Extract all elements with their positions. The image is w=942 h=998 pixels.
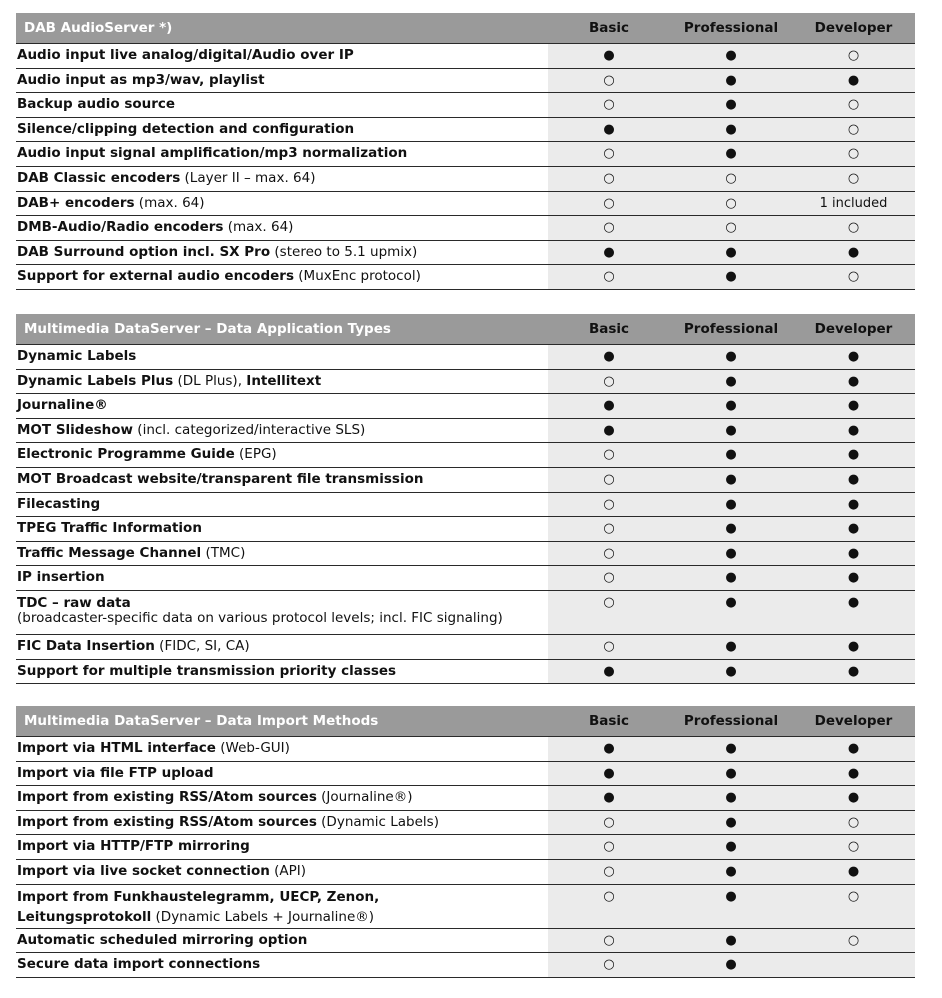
professional-mark: ● — [670, 884, 792, 928]
professional-mark: ● — [670, 418, 792, 443]
row-label — [16, 44, 548, 69]
row-label — [16, 659, 548, 684]
table-row — [16, 467, 915, 492]
basic-mark: ○ — [548, 928, 670, 953]
basic-mark: ○ — [548, 166, 670, 191]
developer-mark: ○ — [792, 93, 915, 118]
developer-mark: ● — [792, 541, 915, 566]
table-row — [16, 659, 915, 684]
professional-mark: ● — [670, 240, 792, 265]
feature-detail: (max. 64) — [134, 194, 205, 211]
col-basic: Basic — [548, 13, 670, 44]
feature-name: Import via HTTP/FTP mirroring — [17, 838, 250, 855]
basic-mark: ○ — [548, 541, 670, 566]
table-row — [16, 166, 915, 191]
feature-detail: (Dynamic Labels + Journaline®) — [151, 908, 375, 925]
developer-mark: ● — [792, 240, 915, 265]
row-label — [16, 761, 548, 786]
table-row — [16, 240, 915, 265]
professional-mark: ● — [670, 117, 792, 142]
basic-mark: ● — [548, 345, 670, 370]
feature-name: DAB Surround option incl. SX Pro — [17, 243, 271, 260]
developer-mark: ● — [792, 467, 915, 492]
professional-mark: ● — [670, 566, 792, 591]
import-header-row — [16, 706, 915, 737]
professional-mark: ● — [670, 590, 792, 634]
feature-detail: (FIDC, SI, CA) — [154, 637, 250, 654]
feature-name: Electronic Programme Guide — [17, 446, 235, 463]
feature-name: Import from existing RSS/Atom sources — [17, 813, 317, 830]
professional-mark: ● — [670, 928, 792, 953]
feature-detail: (EPG) — [234, 446, 277, 463]
professional-mark: ● — [670, 44, 792, 69]
col-developer: Developer — [792, 314, 915, 345]
feature-name: DAB+ encoders — [17, 194, 135, 211]
professional-mark: ○ — [670, 216, 792, 241]
feature-name: FIC Data Insertion — [17, 637, 155, 654]
table-row — [16, 953, 915, 978]
row-label — [16, 953, 548, 978]
professional-mark: ● — [670, 142, 792, 167]
developer-mark: ● — [792, 394, 915, 419]
basic-mark: ○ — [548, 191, 670, 216]
feature-name: Audio input as mp3/wav, playlist — [17, 71, 265, 88]
row-label — [16, 142, 548, 167]
professional-mark: ● — [670, 761, 792, 786]
basic-mark: ○ — [548, 443, 670, 468]
basic-mark: ● — [548, 418, 670, 443]
feature-note: (broadcaster-specific data on various protocol levels; incl. FIC signaling) — [17, 609, 503, 626]
table-row — [16, 142, 915, 167]
import-table — [16, 706, 915, 978]
professional-mark: ● — [670, 492, 792, 517]
basic-mark: ○ — [548, 953, 670, 978]
row-label — [16, 835, 548, 860]
feature-name: Dynamic Labels Plus — [17, 372, 174, 389]
row-label — [16, 191, 548, 216]
table-row — [16, 68, 915, 93]
basic-mark: ○ — [548, 93, 670, 118]
developer-mark: ● — [792, 761, 915, 786]
basic-mark: ○ — [548, 369, 670, 394]
row-label — [16, 517, 548, 542]
basic-mark: ○ — [548, 265, 670, 290]
developer-mark: ● — [792, 517, 915, 542]
basic-mark: ● — [548, 786, 670, 811]
professional-mark: ● — [670, 634, 792, 659]
row-label — [16, 541, 548, 566]
developer-mark: ● — [792, 492, 915, 517]
feature-name-extra: Intellitext — [246, 372, 322, 389]
feature-name: DMB-Audio/Radio encoders — [17, 219, 224, 236]
feature-detail: (API) — [269, 862, 307, 879]
feature-name: Secure data import connections — [17, 956, 261, 973]
row-label — [16, 786, 548, 811]
professional-mark: ○ — [670, 166, 792, 191]
basic-mark: ● — [548, 659, 670, 684]
table-row — [16, 517, 915, 542]
basic-mark: ○ — [548, 517, 670, 542]
feature-name: Support for multiple transmission priority classes — [17, 662, 397, 679]
row-label — [16, 166, 548, 191]
table-row — [16, 418, 915, 443]
developer-mark: ● — [792, 369, 915, 394]
basic-mark: ○ — [548, 566, 670, 591]
feature-detail: (Journaline®) — [316, 789, 413, 806]
row-label — [16, 737, 548, 762]
col-basic: Basic — [548, 314, 670, 345]
table-row — [16, 44, 915, 69]
basic-mark: ● — [548, 117, 670, 142]
developer-mark: ● — [792, 68, 915, 93]
row-label — [16, 810, 548, 835]
audio-section — [16, 13, 915, 290]
col-professional: Professional — [670, 314, 792, 345]
developer-mark: ● — [792, 418, 915, 443]
feature-name: Support for external audio encoders — [17, 268, 294, 285]
developer-mark: ○ — [792, 884, 915, 928]
professional-mark: ● — [670, 659, 792, 684]
audio-table — [16, 13, 915, 290]
feature-name: Import from existing RSS/Atom sources — [17, 789, 317, 806]
professional-mark: ● — [670, 737, 792, 762]
feature-name: Journaline® — [17, 397, 108, 414]
feature-name: Import via HTML interface — [17, 740, 216, 756]
row-label — [16, 68, 548, 93]
developer-mark: ○ — [792, 216, 915, 241]
apps-table — [16, 314, 915, 684]
audio-section-title: DAB AudioServer *) — [16, 13, 548, 44]
basic-mark: ● — [548, 44, 670, 69]
row-label — [16, 240, 548, 265]
basic-mark: ○ — [548, 142, 670, 167]
col-developer: Developer — [792, 706, 915, 737]
professional-mark: ● — [670, 265, 792, 290]
professional-mark: ● — [670, 68, 792, 93]
basic-mark: ● — [548, 240, 670, 265]
row-label — [16, 928, 548, 953]
row-label — [16, 265, 548, 290]
feature-name: Audio input live analog/digital/Audio over IP — [17, 47, 354, 63]
feature-name-line2: Leitungsprotokoll — [17, 908, 152, 925]
developer-mark: ○ — [792, 265, 915, 290]
feature-detail: (TMC) — [201, 544, 246, 561]
import-section — [16, 706, 915, 978]
table-row — [16, 345, 915, 370]
basic-mark: ○ — [548, 859, 670, 884]
developer-mark: ○ — [792, 117, 915, 142]
feature-detail: (Web-GUI) — [215, 740, 290, 756]
feature-name: Dynamic Labels — [17, 348, 137, 364]
feature-detail: (Layer II – max. 64) — [180, 169, 316, 186]
row-label — [16, 859, 548, 884]
import-section-title: Multimedia DataServer – Data Import Methods — [16, 706, 548, 737]
developer-mark: ○ — [792, 835, 915, 860]
table-row — [16, 859, 915, 884]
feature-detail: (max. 64) — [223, 219, 294, 236]
basic-mark: ○ — [548, 68, 670, 93]
professional-mark: ● — [670, 859, 792, 884]
feature-name: MOT Broadcast website/transparent file transmission — [17, 470, 424, 487]
professional-mark: ● — [670, 345, 792, 370]
audio-header-row — [16, 13, 915, 44]
table-row — [16, 443, 915, 468]
table-row — [16, 541, 915, 566]
table-row — [16, 835, 915, 860]
professional-mark: ○ — [670, 191, 792, 216]
feature-name: IP insertion — [17, 569, 105, 586]
professional-mark: ● — [670, 517, 792, 542]
apps-header-row — [16, 314, 915, 345]
table-row — [16, 191, 915, 216]
row-label — [16, 590, 548, 634]
feature-name: Traffic Message Channel — [17, 544, 202, 561]
developer-mark — [792, 953, 915, 978]
developer-mark: ● — [792, 590, 915, 634]
feature-name: Backup audio source — [17, 96, 176, 113]
row-label — [16, 93, 548, 118]
developer-mark: ● — [792, 786, 915, 811]
feature-detail: (MuxEnc protocol) — [293, 268, 421, 285]
professional-mark: ● — [670, 786, 792, 811]
feature-name: MOT Slideshow — [17, 421, 134, 438]
feature-name: Filecasting — [17, 495, 101, 512]
developer-mark: ○ — [792, 166, 915, 191]
row-label — [16, 566, 548, 591]
row-label — [16, 418, 548, 443]
basic-mark: ○ — [548, 492, 670, 517]
row-label — [16, 394, 548, 419]
feature-detail: (stereo to 5.1 upmix) — [270, 243, 418, 260]
developer-mark: ● — [792, 443, 915, 468]
basic-mark: ○ — [548, 810, 670, 835]
developer-mark: ○ — [792, 44, 915, 69]
developer-mark: ● — [792, 634, 915, 659]
table-row — [16, 928, 915, 953]
professional-mark: ● — [670, 810, 792, 835]
table-row — [16, 737, 915, 762]
table-row — [16, 369, 915, 394]
table-row — [16, 216, 915, 241]
row-label — [16, 117, 548, 142]
col-developer: Developer — [792, 13, 915, 44]
table-row — [16, 394, 915, 419]
row-label — [16, 884, 548, 928]
developer-mark: ● — [792, 737, 915, 762]
professional-mark: ● — [670, 953, 792, 978]
basic-mark: ○ — [548, 884, 670, 928]
professional-mark: ● — [670, 369, 792, 394]
professional-mark: ● — [670, 443, 792, 468]
basic-mark: ● — [548, 737, 670, 762]
col-basic: Basic — [548, 706, 670, 737]
apps-section-title: Multimedia DataServer – Data Application Types — [16, 314, 548, 345]
feature-name: Import from Funkhaustelegramm, UECP, Zenon, — [17, 888, 380, 905]
row-label — [16, 369, 548, 394]
developer-mark: ○ — [792, 928, 915, 953]
developer-mark: 1 included — [792, 191, 915, 216]
basic-mark: ● — [548, 394, 670, 419]
feature-detail: (incl. categorized/interactive SLS) — [133, 421, 366, 438]
table-row — [16, 117, 915, 142]
table-row — [16, 810, 915, 835]
professional-mark: ● — [670, 541, 792, 566]
row-label — [16, 216, 548, 241]
basic-mark: ● — [548, 761, 670, 786]
professional-mark: ● — [670, 467, 792, 492]
table-row — [16, 786, 915, 811]
col-professional: Professional — [670, 13, 792, 44]
table-row — [16, 761, 915, 786]
table-row — [16, 492, 915, 517]
developer-mark: ○ — [792, 810, 915, 835]
basic-mark: ○ — [548, 634, 670, 659]
feature-detail: (DL Plus), — [173, 372, 247, 389]
table-row — [16, 265, 915, 290]
row-label — [16, 345, 548, 370]
row-label — [16, 467, 548, 492]
apps-section — [16, 314, 915, 684]
professional-mark: ● — [670, 394, 792, 419]
table-row — [16, 590, 915, 634]
table-row — [16, 634, 915, 659]
feature-name: Import via live socket connection — [17, 862, 270, 879]
table-row — [16, 566, 915, 591]
row-label — [16, 634, 548, 659]
col-professional: Professional — [670, 706, 792, 737]
feature-name: Automatic scheduled mirroring option — [17, 931, 308, 948]
feature-name: TDC – raw data — [17, 594, 131, 611]
basic-mark: ○ — [548, 835, 670, 860]
feature-name: Silence/clipping detection and configuration — [17, 120, 355, 137]
basic-mark: ○ — [548, 590, 670, 634]
table-row — [16, 884, 915, 928]
basic-mark: ○ — [548, 467, 670, 492]
feature-detail: (Dynamic Labels) — [316, 813, 439, 830]
feature-name: Import via file FTP upload — [17, 764, 214, 781]
feature-name: Audio input signal amplification/mp3 normalization — [17, 145, 408, 162]
developer-mark: ● — [792, 345, 915, 370]
row-label — [16, 492, 548, 517]
developer-mark: ● — [792, 566, 915, 591]
basic-mark: ○ — [548, 216, 670, 241]
professional-mark: ● — [670, 835, 792, 860]
feature-name: DAB Classic encoders — [17, 169, 181, 186]
developer-mark: ● — [792, 659, 915, 684]
table-row — [16, 93, 915, 118]
developer-mark: ○ — [792, 142, 915, 167]
feature-name: TPEG Traffic Information — [17, 520, 202, 537]
developer-mark: ● — [792, 859, 915, 884]
professional-mark: ● — [670, 93, 792, 118]
row-label — [16, 443, 548, 468]
